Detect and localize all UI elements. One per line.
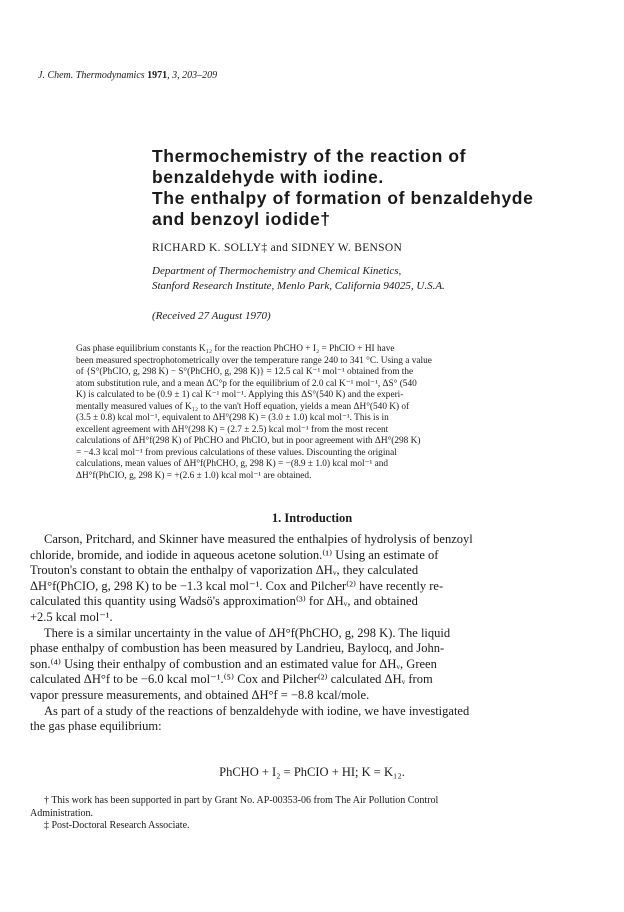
body-line: son.⁽⁴⁾ Using their enthalpy of combustion and an estimated value for ΔHᵥ, Green (30, 656, 437, 671)
journal-name: J. Chem. Thermodynamics (38, 70, 145, 81)
title-line: and benzoyl iodide† (152, 209, 331, 229)
footnote-line: ‡ Post-Doctoral Research Associate. (44, 820, 190, 831)
abstract-line: of {S°(PhCIO, g, 298 K) − S°(PhCHO, g, 298 K)} = 12.5 cal K⁻¹ mol⁻¹ obtained from the (76, 367, 414, 377)
abstract-line: calculations of ΔH°f(298 K) of PhCHO and PhCIO, but in poor agreement with ΔH°(298 K) (76, 436, 421, 446)
affiliation (152, 264, 445, 294)
abstract-line: ΔH°f(PhCIO, g, 298 K) = +(2.6 ± 1.0) kcal mol⁻¹ are obtained. (76, 470, 312, 481)
journal-volume-pages: , 3, 203–209 (167, 70, 218, 81)
abstract-line: atom substitution rule, and a mean ΔC°p for the equilibrium of 2.0 cal K⁻¹ mol⁻¹, ΔS° (540 (76, 378, 417, 389)
abstract-line: calculations, mean values of ΔH°f(PhCHO, g, 298 K) = −(8.9 ± 1.0) kcal mol⁻¹ and (76, 459, 389, 469)
body-line: Trouton's constant to obtain the enthalpy of vaporization ΔHᵥ, they calculated (30, 563, 419, 578)
abstract-line: been measured spectrophotometrically over the temperature range 240 to 341 °C. Using a value (76, 355, 432, 366)
body-line: calculated this quantity using Wadsö's approximation⁽³⁾ for ΔHᵥ, and obtained (30, 594, 418, 609)
body-text (30, 532, 594, 735)
abstract-line: = −4.3 kcal mol⁻¹ from previous calculations of these values. Discounting the original (76, 447, 397, 458)
abstract (76, 344, 544, 482)
body-line: chloride, bromide, and iodide in aqueous acetone solution.⁽¹⁾ Using an estimate of (30, 547, 439, 562)
footnotes (30, 795, 594, 833)
equilibrium-equation: PhCHO + I₂ = PhCIO + HI; K = K₁₂. (219, 765, 405, 779)
body-line: As part of a study of the reactions of benzaldehyde with iodine, we have investigated (44, 703, 470, 718)
journal-year: 1971 (147, 70, 168, 81)
journal-citation (38, 70, 217, 81)
body-line: Carson, Pritchard, and Skinner have measured the enthalpies of hydrolysis of benzoyl (44, 532, 473, 546)
body-line: vapor pressure measurements, and obtained ΔH°f = −8.8 kcal/mole. (30, 687, 370, 702)
abstract-line: Gas phase equilibrium constants K₁₂ for the reaction PhCHO + I₂ = PhCIO + HI have (76, 344, 395, 354)
footnote-line: † This work has been supported in part by Grant No. AP-00353-06 from The Air Pollution Control (44, 795, 439, 806)
body-line: ΔH°f(PhCIO, g, 298 K) to be −1.3 kcal mol⁻¹. Cox and Pilcher⁽²⁾ have recently re- (30, 578, 444, 593)
article-title (152, 146, 592, 230)
body-line: phase enthalpy of combustion has been measured by Landrieu, Baylocq, and John- (30, 641, 445, 656)
abstract-line: (3.5 ± 0.8) kcal mol⁻¹, equivalent to ΔH°(298 K) = (3.0 ± 1.0) kcal mol⁻¹. This is in (76, 413, 389, 423)
affiliation-line: Stanford Research Institute, Menlo Park, California 94025, U.S.A. (152, 280, 445, 292)
title-line: The enthalpy of formation of benzaldehyde (152, 188, 534, 208)
title-line: benzaldehyde with iodine. (152, 167, 384, 187)
body-line: There is a similar uncertainty in the value of ΔH°f(PhCHO, g, 298 K). The liquid (44, 625, 451, 640)
body-line: the gas phase equilibrium: (30, 719, 162, 734)
abstract-line: mentally measured values of K₁₂ to the van't Hoff equation, yields a mean ΔH°(540 K) of (76, 401, 410, 412)
footnote-line: Administration. (30, 807, 94, 819)
section-heading: 1. Introduction (271, 511, 353, 525)
title-line: Thermochemistry of the reaction of (152, 146, 467, 166)
authors: RICHARD K. SOLLY‡ and SIDNEY W. BENSON (152, 242, 403, 254)
affiliation-line: Department of Thermochemistry and Chemical Kinetics, (152, 265, 402, 277)
body-line: +2.5 kcal mol⁻¹. (30, 609, 113, 624)
body-line: calculated ΔH°f to be −6.0 kcal mol⁻¹.⁽⁵⁾ Cox and Pilcher⁽²⁾ calculated ΔHᵥ from (30, 672, 433, 687)
abstract-line: excellent agreement with ΔH°(298 K) = (2.7 ± 2.5) kcal mol⁻¹ from the most recent (76, 424, 389, 435)
received-date: (Received 27 August 1970) (152, 310, 271, 322)
abstract-line: K) is calculated to be (0.9 ± 1) cal K⁻¹ mol⁻¹. Applying this ΔS°(540 K) and the experi- (76, 390, 404, 400)
